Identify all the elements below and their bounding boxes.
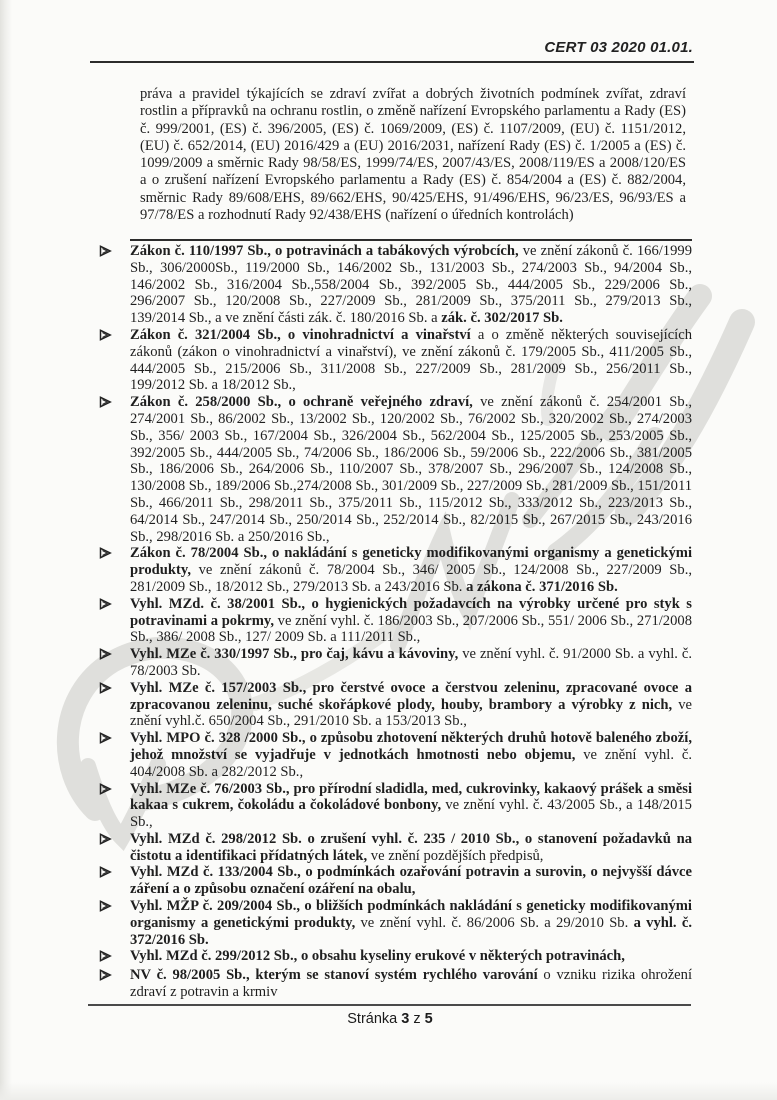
law-list-item (99, 327, 692, 394)
document-code: CERT 03 2020 01.01. (544, 39, 693, 56)
arrow-bullet-icon (99, 327, 130, 394)
law-item-text: Zákon č. 258/2000 Sb., o ochraně veřejného zdraví, ve znění zákonů č. 254/2001 Sb., 274/2001 Sb., 86/2002 Sb., 13/2002 Sb., 120/2002 Sb., 76/2002 Sb., 320/2002 Sb., 274/2003 Sb., 356/ 2003 Sb., 167/2004 Sb., 326/2004 Sb., 562/2004 Sb., 125/2005 Sb., 253/2005 Sb., 392/2005 Sb., 444/2005 Sb., 74/2006 Sb., 186/2006 Sb., 59/2006 Sb., 222/2006 Sb., 381/2005 Sb., 186/2006 Sb., 264/2006 Sb., 110/2007 Sb., 378/2007 Sb., 296/2007 Sb., 124/2008 Sb., 130/2008 Sb., 189/2006 Sb.,274/2008 Sb., 301/2009 Sb., 227/2009 Sb., 281/2009 Sb., 151/2011 Sb., 466/2011 Sb., 298/2011 Sb., 375/2011 Sb., 115/2012 Sb., 333/2012 Sb., 223/2013 Sb., 64/2014 Sb., 247/2014 Sb., 250/2014 Sb., 252/2014 Sb., 82/2015 Sb., 267/2015 Sb., 243/2016 Sb., 298/2016 Sb. a 250/2016 Sb., (130, 394, 692, 545)
law-item-text: Vyhl. MZe č. 330/1997 Sb., pro čaj, kávu a kávoviny, ve znění vyhl. č. 91/2000 Sb. a vyhl. č. 78/2003 Sb. (130, 646, 693, 679)
law-list-item (99, 596, 692, 646)
law-item-text: Zákon č. 110/1997 Sb., o potravinách a tabákových výrobcích, ve znění zákonů č. 166/1999 Sb., 306/2000Sb., 119/2000 Sb., 146/2002 Sb., 131/2003 Sb., 274/2003 Sb., 94/2004 Sb., 146/2002 Sb., 316/2004 Sb.,558/2004 Sb., 392/2005 Sb., 444/2005 Sb., 229/2006 Sb., 296/2007 Sb., 120/2008 Sb., 227/2009 Sb., 281/2009 Sb., 375/2011 Sb., 279/2013 Sb., 139/2014 Sb., a ve znění části zák. č. 180/2016 Sb. a zák. č. 302/2017 Sb. (130, 243, 692, 327)
law-list-item (99, 545, 692, 595)
law-item-text: Vyhl. MZd č. 298/2012 Sb. o zrušení vyhl. č. 235 / 2010 Sb., o stanovení požadavků na čistotu a identifikaci přídatných látek, ve znění pozdějších předpisů, (130, 830, 692, 864)
law-list-item (99, 243, 692, 327)
law-list-item (99, 730, 692, 780)
arrow-bullet-icon (99, 545, 130, 595)
footer-total-pages: 5 (424, 1011, 433, 1027)
law-item-text: Vyhl. MZd č. 133/2004 Sb., o podmínkách ozařování potravin a surovin, o nejvyšší dávce záření a o způsobu označení ozáření na obalu, (130, 864, 692, 898)
law-item-text: Vyhl. MŽP č. 209/2004 Sb., o bližších podmínkách nakládání s geneticky modifikovanými organismy a genetickými produkty, ve znění vyhl. č. 86/2006 Sb. a 29/2010 Sb. a vyhl. č. 372/2016 Sb. (130, 898, 692, 948)
law-list-item (99, 680, 692, 730)
footer-of-word: z (413, 1011, 421, 1027)
law-item-text: Zákon č. 78/2004 Sb., o nakládání s geneticky modifikovanými organismy a genetickými produkty, ve znění zákonů č. 78/2004 Sb., 346/ 2005 Sb., 124/2008 Sb., 227/2009 Sb., 281/2009 Sb., 18/2012 Sb., 279/2013 Sb. a 243/2016 Sb. a zákona č. 371/2016 Sb. (130, 545, 692, 595)
law-item-text: Vyhl. MPO č. 328 /2000 Sb., o způsobu zhotovení některých druhů hotově baleného zboží, jehož množství se vyjadřuje v jednotkách hmotnosti nebo objemu, ve znění vyhl. č. 404/2008 Sb. a 282/2012 Sb., (130, 730, 692, 780)
arrow-bullet-icon (99, 781, 130, 831)
arrow-bullet-icon (99, 243, 130, 327)
scan-edge-shade-left (0, 0, 12, 1100)
arrow-bullet-icon (99, 730, 130, 780)
law-item-text: NV č. 98/2005 Sb., kterým se stanoví systém rychlého varování o vzniku rizika ohrožení zdraví z potravin a krmiv (130, 967, 693, 1001)
law-list-item (99, 898, 692, 948)
arrow-bullet-icon (99, 394, 130, 545)
intro-paragraph: práva a pravidel týkajících se zdraví zvířat a dobrých životních podmínek zvířat, zdraví rostlin a přípravků na ochranu rostlin, o změně nařízení Evropského parlamentu a Rady (ES) č. 999/2001, (ES) č. 396/2005, (ES) č. 1069/2009, (ES) č. 1107/2009, (EU) č. 1151/2012, (EU) č. 652/2014, (EU) 2016/429 a (EU) 2016/2031, nařízení Rady (ES) č. 1/2005 a (ES) č. 1099/2009 a směrnic Rady 98/58/ES, 1999/74/ES, 2007/43/ES, 2008/119/ES a 2008/120/ES a o zrušení nařízení Evropského parlamentu a Rady (ES) č. 854/2004 a (ES) č. 882/2004, směrnic Rady 89/608/EHS, 89/662/EHS, 90/425/EHS, 91/496/EHS, 96/23/ES, 96/93/ES a 97/78/ES a rozhodnutí Rady 92/438/EHS (nařízení o úředních kontrolách) (140, 86, 686, 224)
law-item-text: Vyhl. MZe č. 157/2003 Sb., pro čerstvé ovoce a čerstvou zeleninu, zpracované ovoce a zpracovanou zeleninu, suché skořápkové plody, houby, brambory a výrobky z nich, ve znění vyhl.č. 650/2004 Sb., 291/2010 Sb. a 153/2013 Sb., (130, 679, 692, 730)
law-list-item (99, 781, 692, 831)
law-item-text: Vyhl. MZd č. 299/2012 Sb., o obsahu kyseliny erukové v některých potravinách, (130, 948, 625, 965)
law-list-item (99, 831, 692, 865)
arrow-bullet-icon (99, 596, 130, 646)
footer-label: Stránka (347, 1011, 398, 1027)
law-list-item (99, 864, 692, 898)
arrow-bullet-icon (99, 646, 130, 680)
arrow-bullet-icon (99, 864, 130, 898)
arrow-bullet-icon (99, 831, 130, 865)
law-list-item (99, 646, 692, 680)
law-list-item (99, 948, 692, 967)
header-rule (90, 61, 694, 63)
page-footer (90, 1011, 690, 1027)
law-item-text: Zákon č. 321/2004 Sb., o vinohradnictví a vinařství a o změně některých souvisejících zákonů (zákon o vinohradnictví a vinařství), ve znění zákonů č. 179/2005 Sb., 411/2005 Sb., 444/2005 Sb., 215/2006 Sb., 311/2008 Sb., 227/2009 Sb., 281/2009 Sb., 256/2011 Sb., 199/2012 Sb. a 18/2012 Sb., (130, 326, 692, 394)
footer-rule (88, 1004, 691, 1006)
arrow-bullet-icon (99, 898, 130, 948)
arrow-bullet-icon (99, 680, 130, 730)
law-list-item (99, 394, 692, 545)
list-separator-line (130, 239, 692, 241)
footer-page-number: 3 (401, 1011, 410, 1027)
law-item-text: Vyhl. MZd. č. 38/2001 Sb., o hygienických požadavcích na výrobky určené pro styk s potravinami a pokrmy, ve znění vyhl. č. 186/2003 Sb., 207/2006 Sb., 551/ 2006 Sb., 271/2008 Sb., 386/ 2008 Sb., 127/ 2009 Sb. a 111/2011 Sb., (130, 595, 692, 646)
law-item-text: Vyhl. MZe č. 76/2003 Sb., pro přírodní sladidla, med, cukrovinky, kakaový prášek a směsi kakaa s cukrem, čokoládu a čokoládové bonbony, ve znění vyhl. č. 43/2005 Sb., a 148/2015 Sb., (130, 780, 692, 831)
law-list-item (99, 967, 692, 1001)
law-list (99, 243, 692, 1001)
arrow-bullet-icon (99, 948, 130, 967)
scan-edge-shade-bottom (0, 1082, 777, 1100)
arrow-bullet-icon (99, 967, 130, 1001)
